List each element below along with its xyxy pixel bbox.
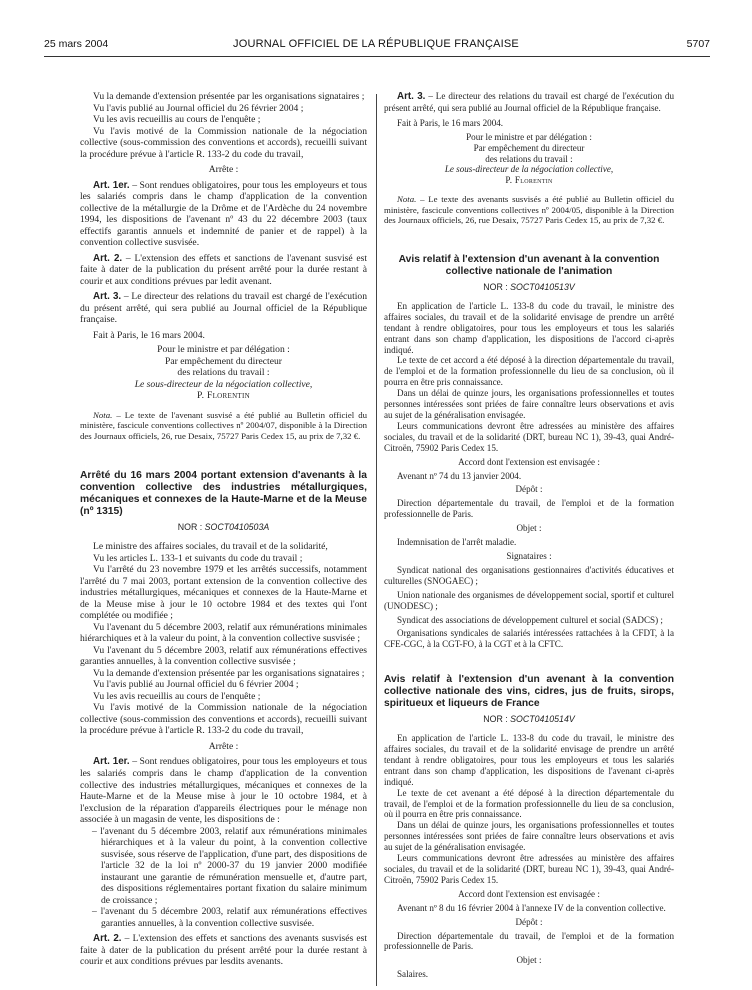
visa-paragraph: Vu l'avis motivé de la Commission nationale de la négociation collective (sous-commission des conventions et accords), recueilli suivant la procédure prévue à l'article R. 133-2 du code du travail, [80, 125, 367, 160]
signataires-label: Signataires : [506, 550, 552, 561]
nota [80, 410, 367, 442]
nor-label: NOR : [483, 282, 508, 293]
left-column [80, 91, 367, 968]
signature-line: Par empêchement du directeur [165, 355, 282, 367]
nota [384, 194, 674, 226]
depot-label: Dépôt : [515, 484, 543, 495]
list-item: – l'avenant du 5 décembre 2003, relatif aux rémunérations effectives garanties annuelles, à la convention collective susvisée. [92, 906, 367, 929]
nor-line [384, 714, 674, 725]
body-paragraph: Vu l'avenant du 5 décembre 2003, relatif aux rémunérations minimales hiérarchiques et à la valeur du point, à la convention collective susvisée ; [80, 621, 367, 645]
signature-line: Par empêchement du directeur [473, 142, 585, 153]
signature-block [80, 344, 367, 402]
article-label: Art. 1er. [93, 179, 130, 191]
issue-date: 25 mars 2004 [44, 38, 109, 50]
accord-line: Accord dont l'extension est envisagée : [458, 456, 600, 467]
signature-line: des relations du travail : [485, 153, 573, 164]
article-label: Art. 3. [93, 291, 122, 303]
avis-paragraph: Leurs communications devront être adressées au ministère des affaires sociales, du travail et de la solidarité (DRT, bureau NC 1), 39-43, quai André-Citroën, 75902 Paris Cedex 15. [384, 420, 674, 453]
body-paragraph: Vu la demande d'extension présentée par les organisations signataires ; [93, 667, 365, 679]
visa-paragraph: Vu la demande d'extension présentée par les organisations signataires ; [93, 91, 365, 102]
avis-title: Avis relatif à l'extension d'un avenant à la convention collective nationale des vins, cidres, jus de fruits, sirops, spiritueux et liqueurs de France [384, 674, 674, 710]
signature-line: Le sous-directeur de la négociation collective, [134, 378, 313, 390]
column-divider [376, 94, 377, 986]
article-label: Art. 2. [93, 252, 123, 264]
depot-text: Direction départementale du travail, de l'emploi et de la formation professionnelle de Paris. [384, 930, 674, 952]
section-title: Arrêté du 16 mars 2004 portant extension d'avenants à la convention collective des industries métallurgiques, mécaniques et connexes de la Haute-Marne et de la Meuse (nº 1315) [80, 469, 367, 517]
nor-line [384, 282, 674, 293]
nota-text: – Le texte de l'avenant susvisé a été publié au Bulletin officiel du ministère, fascicule conventions collectives nº 2004/07, disponible à la Direction des Journaux officiels, 26, rue Desaix, 75727 Paris Cedex 15, au prix de 7,32 €. [80, 409, 367, 442]
article-text: – L'extension des effets et sanctions des avenants susvisés est faite à dater de la publication du présent arrêté pour la durée restant à courir et aux conditions prévues par lesdits avenants. [80, 933, 367, 968]
article-text: – Le directeur des relations du travail est chargé de l'exécution du présent arrêté, qui sera publié au Journal officiel de la République française. [384, 91, 675, 113]
article-label: Art. 1er. [93, 756, 130, 768]
article-text: – Sont rendues obligatoires, pour tous les employeurs et tous les salariés compris dans le champ d'application de la convention collective des industries métallurgiques, mécaniques et connexes de la Haute-Marne et de la Meuse mise à jour le 10 octobre 1984, et à l'exclusion de la réparation d'appareils électriques pour le ménage non associée à un magasin de vente, les dispositions de : [80, 756, 367, 826]
body-paragraph: Vu les avis recueillis au cours de l'enquête ; [93, 690, 261, 702]
done-at: Fait à Paris, le 16 mars 2004. [397, 117, 504, 128]
signature-block [384, 132, 674, 187]
nor-code: SOCT0410513V [510, 282, 575, 293]
signatory-name: P. Florentin [197, 390, 250, 402]
signataire-item: Union nationale des organismes de développement social, sportif et culturel (UNODESC) ; [384, 589, 674, 611]
article-text: – Le directeur des relations du travail est chargé de l'exécution du présent arrêté, qui sera publié au Journal officiel de la République française. [80, 291, 367, 326]
body-paragraph: Le ministre des affaires sociales, du travail et de la solidarité, [93, 541, 328, 553]
avis-paragraph: Leurs communications devront être adressées au ministère des affaires sociales, du travail et de la solidarité (DRT, bureau NC 1), 39-43, quai André-Citroën, 75902 Paris Cedex 15. [384, 853, 674, 885]
signataire-item: Organisations syndicales de salariés intéressées rattachées à la CFDT, à la CFE-CGC, à la CGT-FO, à la CGT et à la CFTC. [384, 628, 674, 650]
nota-text: – Le texte des avenants susvisés a été publié au Bulletin officiel du ministère, fascicule conventions collectives nº 2004/05, disponible à la Direction des Journaux officiels, 26, rue Desaix, 75727 Paris Cedex 15, au prix de 7,32 €. [384, 194, 674, 226]
avis-paragraph: Le texte de cet avenant a été déposé à la direction départementale du travail, de l'emploi et de la formation professionnelle du lieu de sa conclusion, où il pourra en être pris connaissance. [384, 787, 674, 820]
article-3 [80, 291, 367, 326]
article-label: Art. 3. [397, 91, 426, 102]
done-at: Fait à Paris, le 16 mars 2004. [93, 329, 205, 341]
accord-line: Accord dont l'extension est envisagée : [458, 888, 600, 899]
objet-label: Objet : [516, 523, 542, 534]
page-number: 5707 [686, 38, 710, 50]
signatory-name: P. Florentin [505, 175, 553, 186]
avenant-line: Avenant nº 74 du 13 janvier 2004. [397, 470, 522, 481]
journal-title: JOURNAL OFFICIEL DE LA RÉPUBLIQUE FRANÇAISE [233, 38, 519, 50]
nota-label: Nota. [397, 194, 417, 205]
article-text: – Sont rendues obligatoires, pour tous les employeurs et tous les salariés compris dans le champ d'application de la convention collective de la métallurgie de la Drôme et de l'Ardèche du 24 novembre 1994, les dispositions de l'avenant nº 43 du 22 décembre 2003 (taux effectifs garantis annuels et indemnité de panier et de rappel) à la convention collective susvisée. [80, 179, 367, 249]
body-paragraph: Vu l'avenant du 5 décembre 2003, relatif aux rémunérations effectives garanties annuelles, à la convention collective susvisée ; [80, 644, 367, 668]
avis-paragraph: En application de l'article L. 133-8 du code du travail, le ministre des affaires sociales, du travail et de la solidarité envisage de prendre un arrêté tendant à rendre obligatoires, pour tous les employeurs et tous les salariés entrant dans son champ d'application, les dispositions de l'accord ci-après indiqué. [384, 300, 674, 355]
visa-paragraph: Vu les avis recueillis au cours de l'enquête ; [93, 114, 261, 126]
avis-paragraph: En application de l'article L. 133-8 du code du travail, le ministre des affaires sociales, du travail et de la solidarité envisage de prendre un arrêté tendant à rendre obligatoires, pour tous les employeurs et tous les salariés entrant dans son champ d'application, les dispositions de l'avenant ci-après indiqué. [384, 733, 674, 787]
signataire-item: Syndicat national des organisations gestionnaires d'activités éducatives et culturelles (SNOGAEC) ; [384, 564, 674, 586]
depot-text: Direction départementale du travail, de l'emploi et de la formation professionnelle de Paris. [384, 498, 674, 520]
nor-label: NOR : [177, 521, 203, 532]
article-label: Art. 2. [93, 933, 122, 945]
avis-paragraph: Dans un délai de quinze jours, les organisations professionnelles et toutes personnes intéressées sont priées de faire connaître leurs observations et avis au sujet de la généralisation envisagée. [384, 388, 674, 420]
right-column [384, 91, 674, 980]
article-2 [80, 253, 367, 288]
avis-title: Avis relatif à l'extension d'un avenant à la convention collective nationale de l'animation [398, 254, 660, 278]
signataire-item: Syndicat des associations de développement culturel et social (SADCS) ; [397, 614, 663, 625]
nor-line [80, 522, 367, 534]
article-3 [384, 91, 674, 114]
signature-line: Pour le ministre et par délégation : [157, 344, 290, 356]
objet-label: Objet : [516, 955, 542, 966]
header-rule [44, 56, 710, 57]
body-paragraph: Vu l'arrêté du 23 novembre 1979 et les arrêtés successifs, notamment l'arrêté du 7 mai 2003, portant extension de la convention collective des industries métallurgiques, mécaniques et connexes de la Haute-Marne et de la Meuse mise à jour le 10 octobre 1984 et des textes qui l'ont complétée ou modifiée ; [80, 564, 367, 622]
avis-paragraph: Le texte de cet accord a été déposé à la direction départementale du travail, de l'emploi et de la formation professionnelle du lieu de sa conclusion, où il pourra en être pris connaissance. [384, 355, 674, 388]
list-item: – l'avenant du 5 décembre 2003, relatif aux rémunérations minimales hiérarchiques et à la valeur du point, à la convention collective susvisée, sous réserve de l'application, d'une part, des dispositions de l'article 32 de la loi nº 2000-37 du 19 janvier 2000 modifiée instaurant une garantie de rémunération mensuelle et, d'autre part, des dispositions réglementaires portant fixation du salaire minimum de croissance ; [92, 826, 367, 907]
visa-paragraph: Vu l'avis publié au Journal officiel du 26 février 2004 ; [93, 102, 304, 114]
body-paragraph: Vu l'avis publié au Journal officiel du 6 février 2004 ; [93, 679, 299, 691]
signature-line: Le sous-directeur de la négociation collective, [444, 164, 614, 175]
signature-line: des relations du travail : [177, 367, 270, 379]
nor-label: NOR : [483, 714, 508, 725]
arrete-heading: Arrête : [208, 164, 239, 176]
depot-label: Dépôt : [515, 916, 543, 927]
arrete-heading: Arrête : [208, 740, 239, 752]
objet-text: Indemnisation de l'arrêt maladie. [397, 537, 517, 548]
article-1 [80, 756, 367, 825]
body-paragraph: Vu l'avis motivé de la Commission nationale de la négociation collective (sous-commission des conventions et accords), recueilli suivant la procédure prévue à l'article R. 133-2 du code du travail, [80, 702, 367, 737]
avenant-line: Avenant nº 8 du 16 février 2004 à l'annexe IV de la convention collective. [397, 902, 666, 913]
nor-code: SOCT0410514V [510, 714, 575, 725]
avis-paragraph: Dans un délai de quinze jours, les organisations professionnelles et toutes personnes intéressées sont priées de faire connaître leurs observations et avis au sujet de la généralisation envisagée. [384, 820, 674, 853]
nor-code: SOCT0410503A [204, 521, 270, 532]
article-1 [80, 180, 367, 249]
article-text: – L'extension des effets et sanctions de l'avenant susvisé est faite à dater de la publication du présent arrêté pour la durée restant à courir et aux conditions prévues par ledit avenant. [80, 252, 368, 287]
body-paragraph: Vu les articles L. 133-1 et suivants du code du travail ; [93, 552, 303, 564]
objet-text: Salaires. [397, 969, 429, 980]
nota-label: Nota. [93, 409, 113, 420]
dash-list [80, 826, 367, 930]
signature-line: Pour le ministre et par délégation : [466, 131, 592, 142]
article-2 [80, 933, 367, 968]
